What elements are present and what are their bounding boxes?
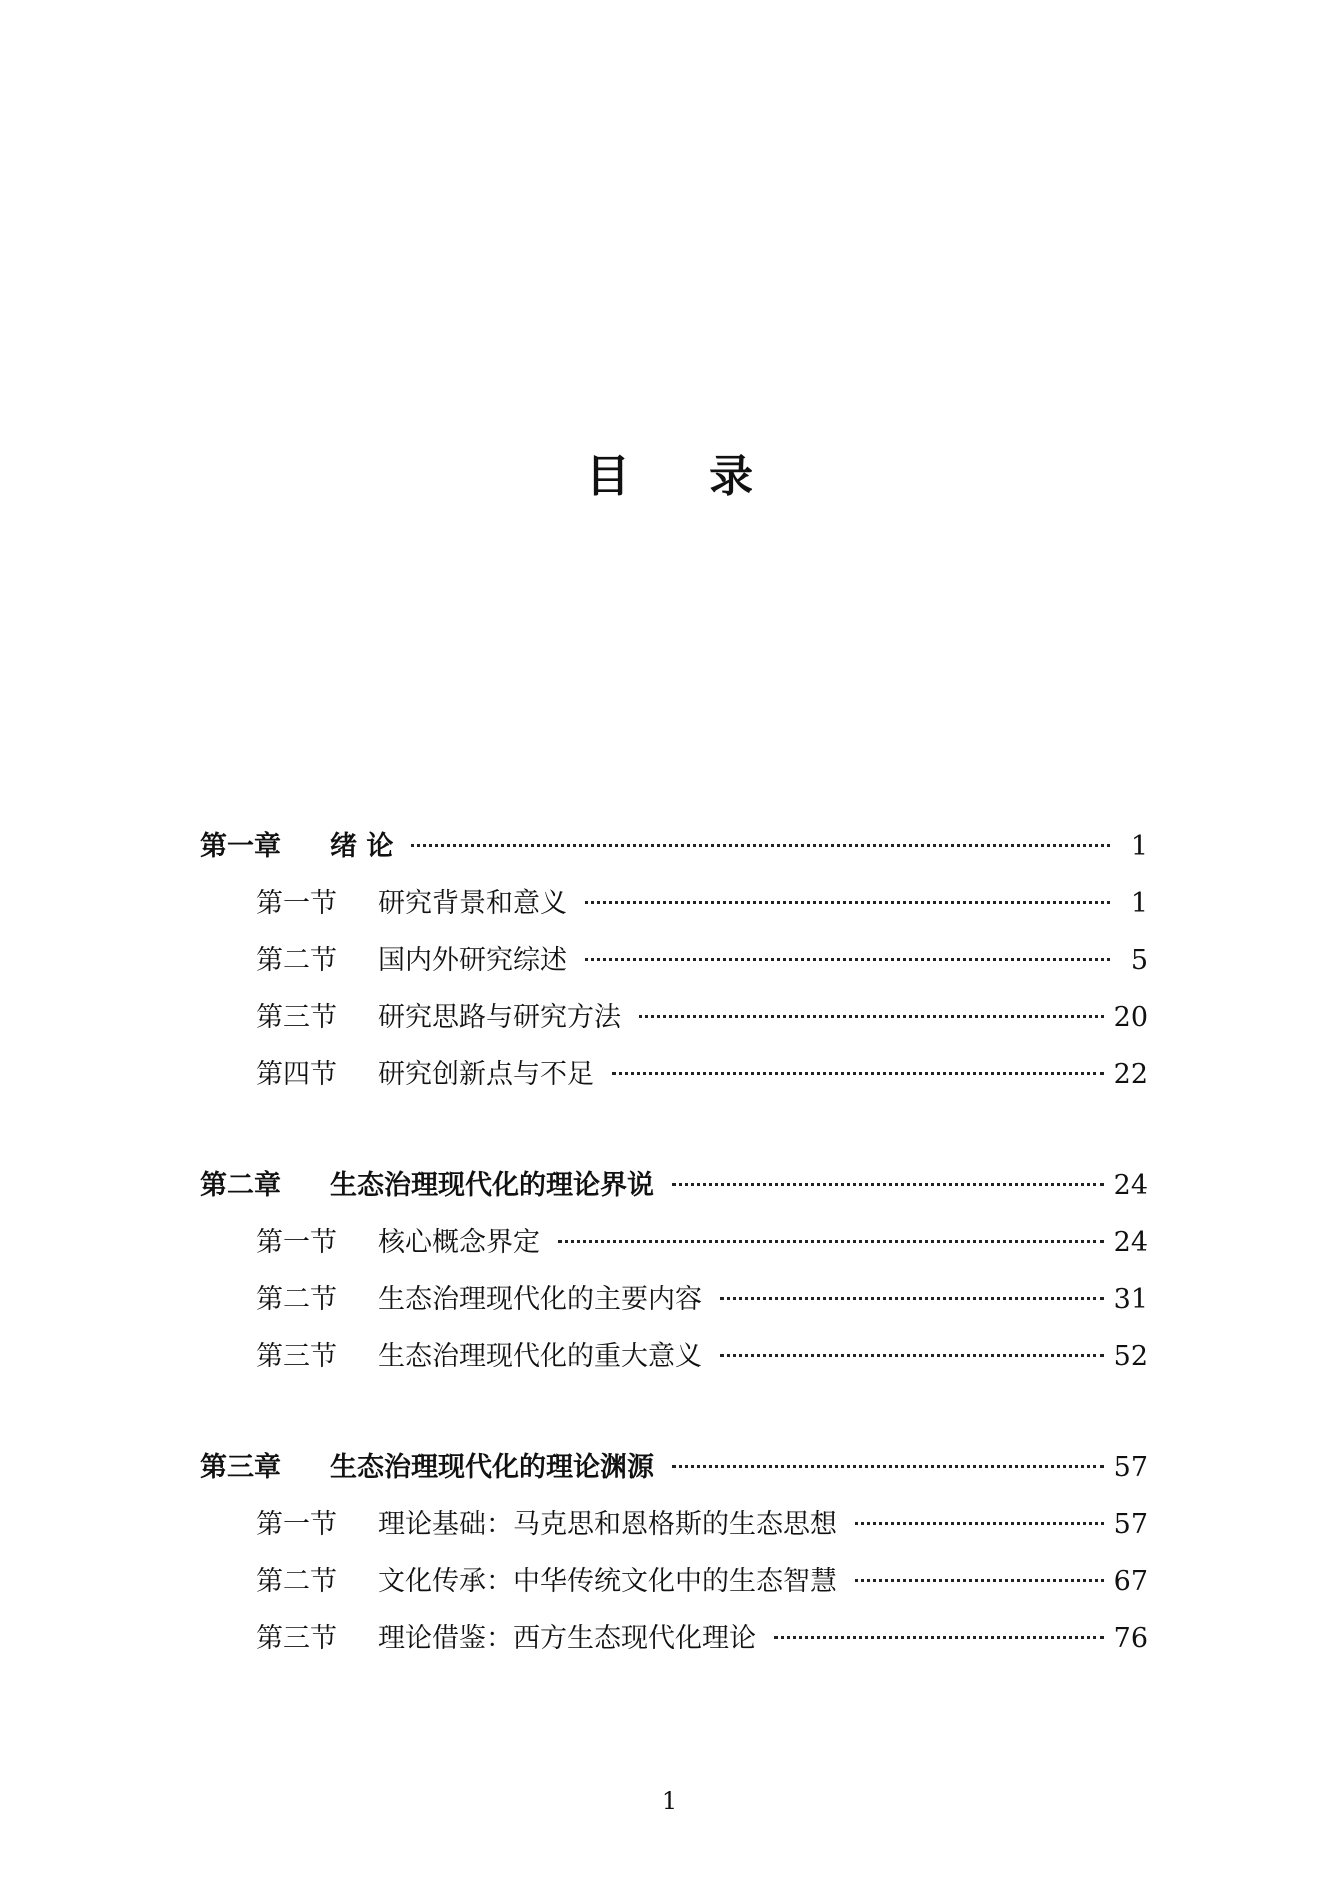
section-number: 第一节: [256, 1509, 337, 1540]
chapter-block-2: [200, 1157, 1148, 1385]
section-title: 理论基础：马克思和恩格斯的生态思想: [378, 1509, 837, 1540]
section-title: 核心概念界定: [378, 1227, 540, 1258]
page-number: 52: [1113, 1341, 1148, 1372]
chapter-title: 生态治理现代化的理论界说: [330, 1170, 654, 1201]
dot-leader: [612, 1072, 1104, 1075]
section-title: 生态治理现代化的主要内容: [378, 1284, 702, 1315]
page-number: 31: [1113, 1284, 1148, 1315]
table-of-contents: [200, 818, 1148, 1721]
dot-leader: [774, 1636, 1104, 1639]
dot-leader: [639, 1015, 1104, 1018]
dot-leader: [855, 1579, 1104, 1582]
dot-leader: [720, 1297, 1104, 1300]
section-title: 文化传承：中华传统文化中的生态智慧: [378, 1566, 837, 1597]
page-number: 22: [1113, 1059, 1148, 1090]
page-number: 67: [1113, 1566, 1148, 1597]
section-title: 生态治理现代化的重大意义: [378, 1341, 702, 1372]
dot-leader: [411, 844, 1110, 847]
dot-leader: [585, 901, 1110, 904]
page-number: 1: [1130, 831, 1148, 862]
dot-leader: [720, 1354, 1104, 1357]
page-number: 57: [1113, 1452, 1148, 1483]
section-number: 第二节: [256, 1566, 337, 1597]
chapter-number: 第一章: [200, 831, 281, 862]
section-number: 第三节: [256, 1623, 337, 1654]
chapter-block-1: [200, 818, 1148, 1103]
chapter-title: 生态治理现代化的理论渊源: [330, 1452, 654, 1483]
page-number: 57: [1113, 1509, 1148, 1540]
page-title: 目 录: [585, 451, 786, 502]
page-number: 1: [1130, 888, 1148, 919]
toc-section-entry[interactable]: [200, 1328, 1148, 1385]
section-number: 第一节: [256, 1227, 337, 1258]
toc-section-entry[interactable]: [200, 1610, 1148, 1667]
section-title: 研究思路与研究方法: [378, 1002, 621, 1033]
section-title: 研究背景和意义: [378, 888, 567, 919]
chapter-block-3: [200, 1439, 1148, 1667]
toc-section-entry[interactable]: [200, 1046, 1148, 1103]
section-number: 第四节: [256, 1059, 337, 1090]
section-number: 第三节: [256, 1341, 337, 1372]
toc-chapter-entry[interactable]: [200, 818, 1148, 875]
toc-section-entry[interactable]: [200, 1214, 1148, 1271]
section-number: 第一节: [256, 888, 337, 919]
page-number: 76: [1113, 1623, 1148, 1654]
chapter-number: 第三章: [200, 1452, 281, 1483]
toc-section-entry[interactable]: [200, 1496, 1148, 1553]
chapter-number: 第二章: [200, 1170, 281, 1201]
dot-leader: [672, 1465, 1104, 1468]
page-number: 5: [1130, 945, 1148, 976]
page-number: 24: [1113, 1227, 1148, 1258]
toc-chapter-entry[interactable]: [200, 1439, 1148, 1496]
toc-section-entry[interactable]: [200, 875, 1148, 932]
section-number: 第二节: [256, 945, 337, 976]
toc-chapter-entry[interactable]: [200, 1157, 1148, 1214]
chapter-title: 绪 论: [330, 831, 394, 862]
page-number: 24: [1113, 1170, 1148, 1201]
dot-leader: [855, 1522, 1104, 1525]
section-title: 国内外研究综述: [378, 945, 567, 976]
dot-leader: [672, 1183, 1104, 1186]
page-number: 20: [1113, 1002, 1148, 1033]
toc-section-entry[interactable]: [200, 1553, 1148, 1610]
toc-section-entry[interactable]: [200, 989, 1148, 1046]
section-number: 第三节: [256, 1002, 337, 1033]
toc-section-entry[interactable]: [200, 932, 1148, 989]
section-number: 第二节: [256, 1284, 337, 1315]
section-title: 理论借鉴：西方生态现代化理论: [378, 1623, 756, 1654]
section-title: 研究创新点与不足: [378, 1059, 594, 1090]
toc-section-entry[interactable]: [200, 1271, 1148, 1328]
dot-leader: [585, 958, 1110, 961]
dot-leader: [558, 1240, 1104, 1243]
page-folio: 1: [661, 1787, 678, 1815]
